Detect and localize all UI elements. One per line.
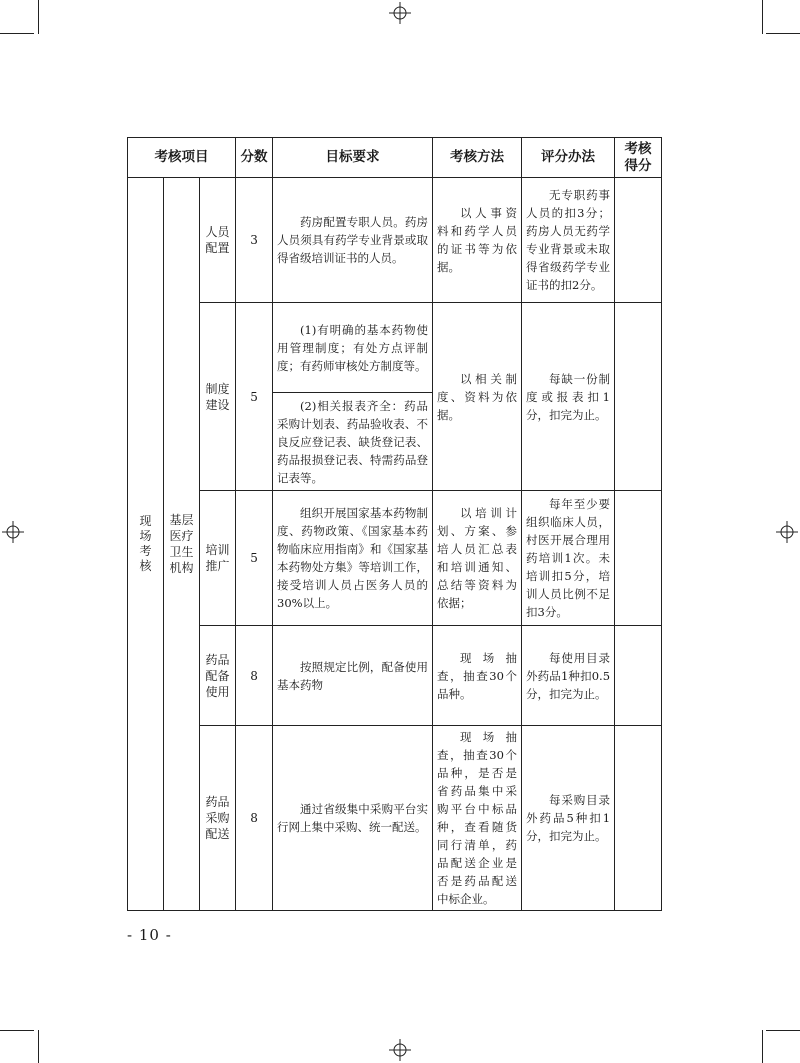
scoring-cell: 无专职药事人员的扣3分；药房人员无药学专业背景或未取得省级药学专业证书的扣2分。	[522, 178, 615, 303]
item-cell: 药品配备使用	[200, 626, 236, 726]
result-cell	[615, 726, 662, 911]
category-cell: 现场考核	[128, 178, 164, 911]
target-cell: (2)相关报表齐全：药品采购计划表、药品验收表、不良反应登记表、缺货登记表、药品报损登记表、特需药品登记表等。	[273, 393, 433, 491]
assessment-table	[127, 137, 662, 911]
registration-mark-icon	[389, 2, 411, 24]
item-cell: 制度建设	[200, 303, 236, 491]
institution-cell: 基层医疗卫生机构	[164, 178, 200, 911]
crop-mark	[766, 33, 800, 34]
table-row	[128, 726, 662, 911]
header-scoring: 评分办法	[522, 138, 615, 178]
method-cell: 现场抽查，抽查30个品种，是否是省药品集中采购平台中标品种，查看随货同行清单，药品配送企业是否是药品配送中标企业。	[433, 726, 522, 911]
crop-mark	[38, 1030, 39, 1063]
score-cell: 3	[236, 178, 273, 303]
score-cell: 8	[236, 726, 273, 911]
header-method: 考核方法	[433, 138, 522, 178]
header-target: 目标要求	[273, 138, 433, 178]
table-row	[128, 303, 662, 393]
scoring-cell: 每采购目录外药品5种扣1分，扣完为止。	[522, 726, 615, 911]
method-cell: 以培训计划、方案、参培人员汇总表和培训通知、总结等资料为依据；	[433, 491, 522, 626]
crop-mark	[766, 1030, 800, 1031]
target-cell: 按照规定比例，配备使用基本药物	[273, 626, 433, 726]
table-header-row	[128, 138, 662, 178]
item-cell: 人员配置	[200, 178, 236, 303]
score-cell: 5	[236, 303, 273, 491]
page-number: - 10 -	[127, 926, 172, 944]
scoring-cell: 每缺一份制度或报表扣1分，扣完为止。	[522, 303, 615, 491]
score-cell: 8	[236, 626, 273, 726]
scoring-cell: 每使用目录外药品1种扣0.5分，扣完为止。	[522, 626, 615, 726]
crop-mark	[38, 0, 39, 34]
method-cell: 以人事资料和药学人员的证书等为依据。	[433, 178, 522, 303]
table-row	[128, 491, 662, 626]
registration-mark-icon	[2, 521, 24, 543]
target-cell: 药房配置专职人员。药房人员须具有药学专业背景或取得省级培训证书的人员。	[273, 178, 433, 303]
item-cell: 培训推广	[200, 491, 236, 626]
crop-mark	[762, 0, 763, 34]
crop-mark	[0, 1030, 34, 1031]
score-cell: 5	[236, 491, 273, 626]
method-cell: 以相关制度、资料为依据。	[433, 303, 522, 491]
result-cell	[615, 178, 662, 303]
target-cell: 通过省级集中采购平台实行网上集中采购、统一配送。	[273, 726, 433, 911]
header-score: 分数	[236, 138, 273, 178]
header-project: 考核项目	[128, 138, 236, 178]
crop-mark	[762, 1030, 763, 1063]
scoring-cell: 每年至少要组织临床人员，村医开展合理用药培训1次。未培训扣5分，培训人员比例不足扣3分。	[522, 491, 615, 626]
crop-mark	[0, 33, 34, 34]
target-cell: 组织开展国家基本药物制度、药物政策、《国家基本药物临床应用指南》和《国家基本药物处方集》等培训工作，接受培训人员占医务人员的30%以上。	[273, 491, 433, 626]
table-row	[128, 178, 662, 303]
method-cell: 现场抽查，抽查30个品种。	[433, 626, 522, 726]
registration-mark-icon	[389, 1039, 411, 1061]
header-result: 考核得分	[615, 138, 662, 178]
table-row	[128, 626, 662, 726]
registration-mark-icon	[776, 521, 798, 543]
target-cell: (1)有明确的基本药物使用管理制度；有处方点评制度；有药师审核处方制度等。	[273, 303, 433, 393]
result-cell	[615, 491, 662, 626]
result-cell	[615, 626, 662, 726]
result-cell	[615, 303, 662, 491]
item-cell: 药品采购配送	[200, 726, 236, 911]
